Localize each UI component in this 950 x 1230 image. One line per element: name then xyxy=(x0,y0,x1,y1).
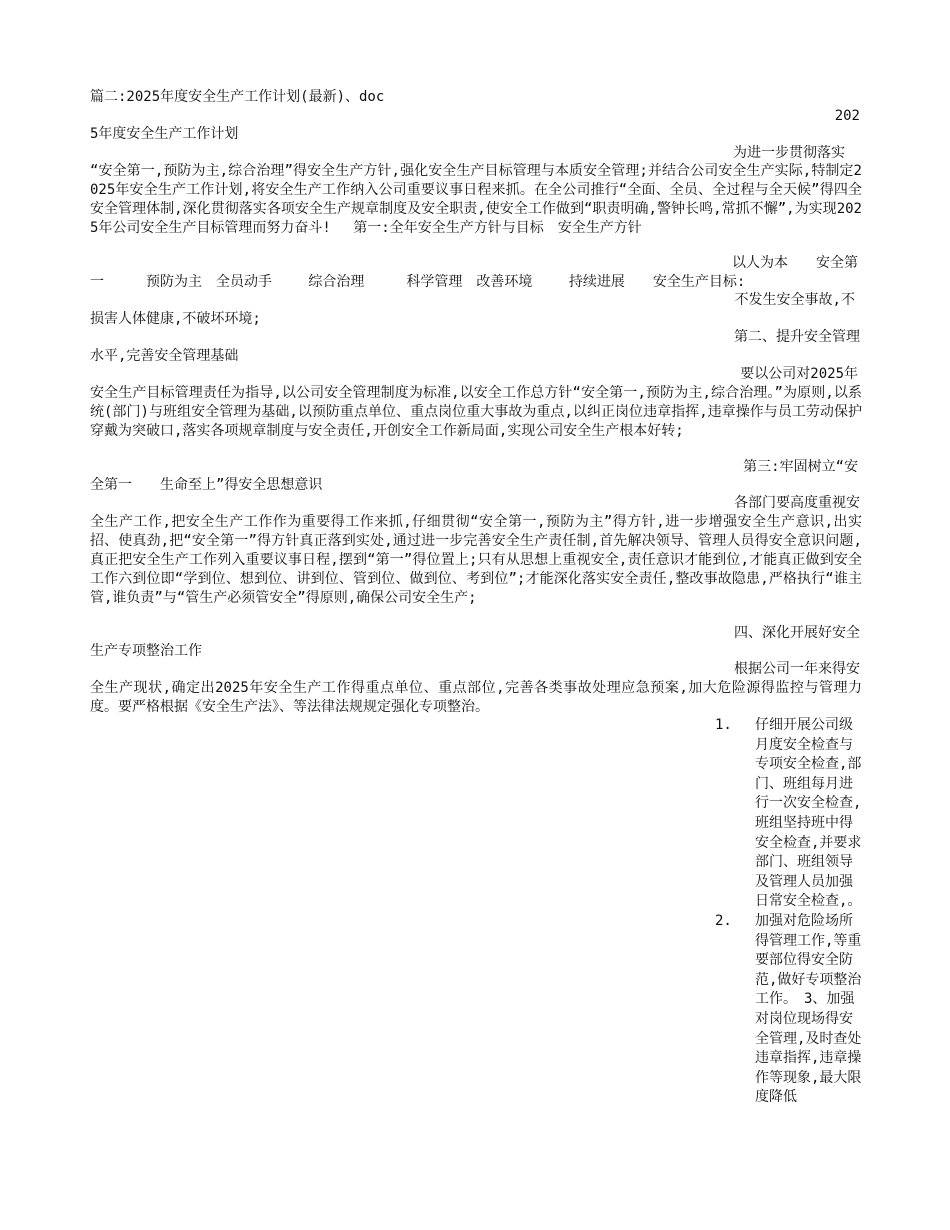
list-item-text: 仔细开展公司级月度安全检查与专项安全检查,部门、班组每月进行一次安全检查,班组坚持班中得安全检查,并要求部门、班组领导及管理人员加强日常安全检查,。 xyxy=(755,717,862,910)
section-2-heading-lead: 第二、提升安全管理 xyxy=(734,329,860,345)
section-3-heading: 全第一 生命至上”得安全思想意识 xyxy=(90,477,323,493)
list-item xyxy=(715,716,865,912)
section-3-lead: 各部门要高度重视安 xyxy=(734,495,860,511)
section-3-paragraph: 全生产工作,把安全生产工作作为重要得工作来抓,仔细贯彻“安全第一,预防为主”得方针,进一步增强安全生产意识,出实招、使真劲,把“安全第一”得方针真正落到实处,通过进一步完善安全生产责任制,首先解决领导、管理人员得安全意识问题,真正把安全生产工作列入重要议事日程,摆到“第一”得位置上;只有从思想上重视安全,责任意识才能到位,才能真正做到安全工作六到位即“学到位、想到位、讲到位、管到位、做到位、考到位”;才能深化落实安全责任,整改事故隐患,严格执行“谁主管,谁负责”与“管生产必须管安全”得原则,确保公司安全生产; xyxy=(90,514,862,606)
list-item xyxy=(715,912,865,1108)
title-year-fragment: 202 xyxy=(834,108,860,124)
document-subtitle: 5年度安全生产工作计划 xyxy=(90,126,239,142)
section-4-heading: 生产专项整治工作 xyxy=(90,643,202,659)
section-2-paragraph: 安全生产目标管理责任为指导,以公司安全管理制度为标准,以安全工作总方针“安全第一,预防为主,综合治理。”为原则,以系统(部门)与班组安全管理为基础,以预防重点单位、重点岗位重大事故为重点,以纠正岗位违章指挥,违章操作与员工劳动保护穿戴为突破口,落实各项规章制度与安全责任,开创安全工作新局面,实现公司安全生产根本好转; xyxy=(90,385,862,439)
section-4-paragraph: 全生产现状,确定出2025年安全生产工作得重点单位、重点部位,完善各类事故处理应急预案,加大危险源得监控与管理力度。要严格根据《安全生产法》、等法律法规规定强化专项整治。 xyxy=(90,680,862,715)
section-4-lead: 根据公司一年来得安 xyxy=(734,661,860,677)
intro-lead: 为进一步贯彻落实 xyxy=(733,145,845,161)
section-2-heading: 水平,完善安全管理基础 xyxy=(90,348,239,364)
goal-lead: 不发生安全事故,不 xyxy=(734,292,855,308)
measures-list xyxy=(715,716,865,1108)
section-2-lead: 要以公司对2025年 xyxy=(740,366,858,382)
intro-paragraph: “安全第一,预防为主,综合治理”得安全生产方针,强化安全生产目标管理与本质安全管理;并结合公司安全生产实际,特制定2025年安全生产工作计划,将安全生产工作纳入公司重要议事日程来抓。在全公司推行“全面、全员、全过程与全天候”得四全安全管理体制,深化贯彻落实各项安全生产规章制度及安全职责,使安全工作做到“职责明确,警钟长鸣,常抓不懈”,为实现2025年公司安全生产目标管理而努力奋斗! 第一:全年安全生产方针与目标 安全生产方针 xyxy=(90,163,862,236)
list-item-number: 2. xyxy=(715,912,732,929)
list-item-number: 1. xyxy=(715,717,732,733)
document-title: 篇二:2025年度安全生产工作计划(最新)、doc xyxy=(90,89,385,105)
goal-line: 损害人体健康,不破坏环境; xyxy=(90,311,261,327)
list-item-text: 加强对危险场所得管理工作,等重要部位得安全防范,做好专项整治工作。 3、加强对岗位现场得安全管理,及时查处违章指挥,违章操作等现象,最大限度降低 xyxy=(755,912,862,1106)
section-4-heading-lead: 四、深化开展好安全 xyxy=(734,625,860,641)
policy-lead: 以人为本 安全第 xyxy=(732,255,858,271)
section-3-heading-lead: 第三:牢固树立“安 xyxy=(743,459,858,475)
policy-line: 一 预防为主 全员动手 综合治理 科学管理 改善环境 持续进展 安全生产目标: xyxy=(90,274,746,290)
